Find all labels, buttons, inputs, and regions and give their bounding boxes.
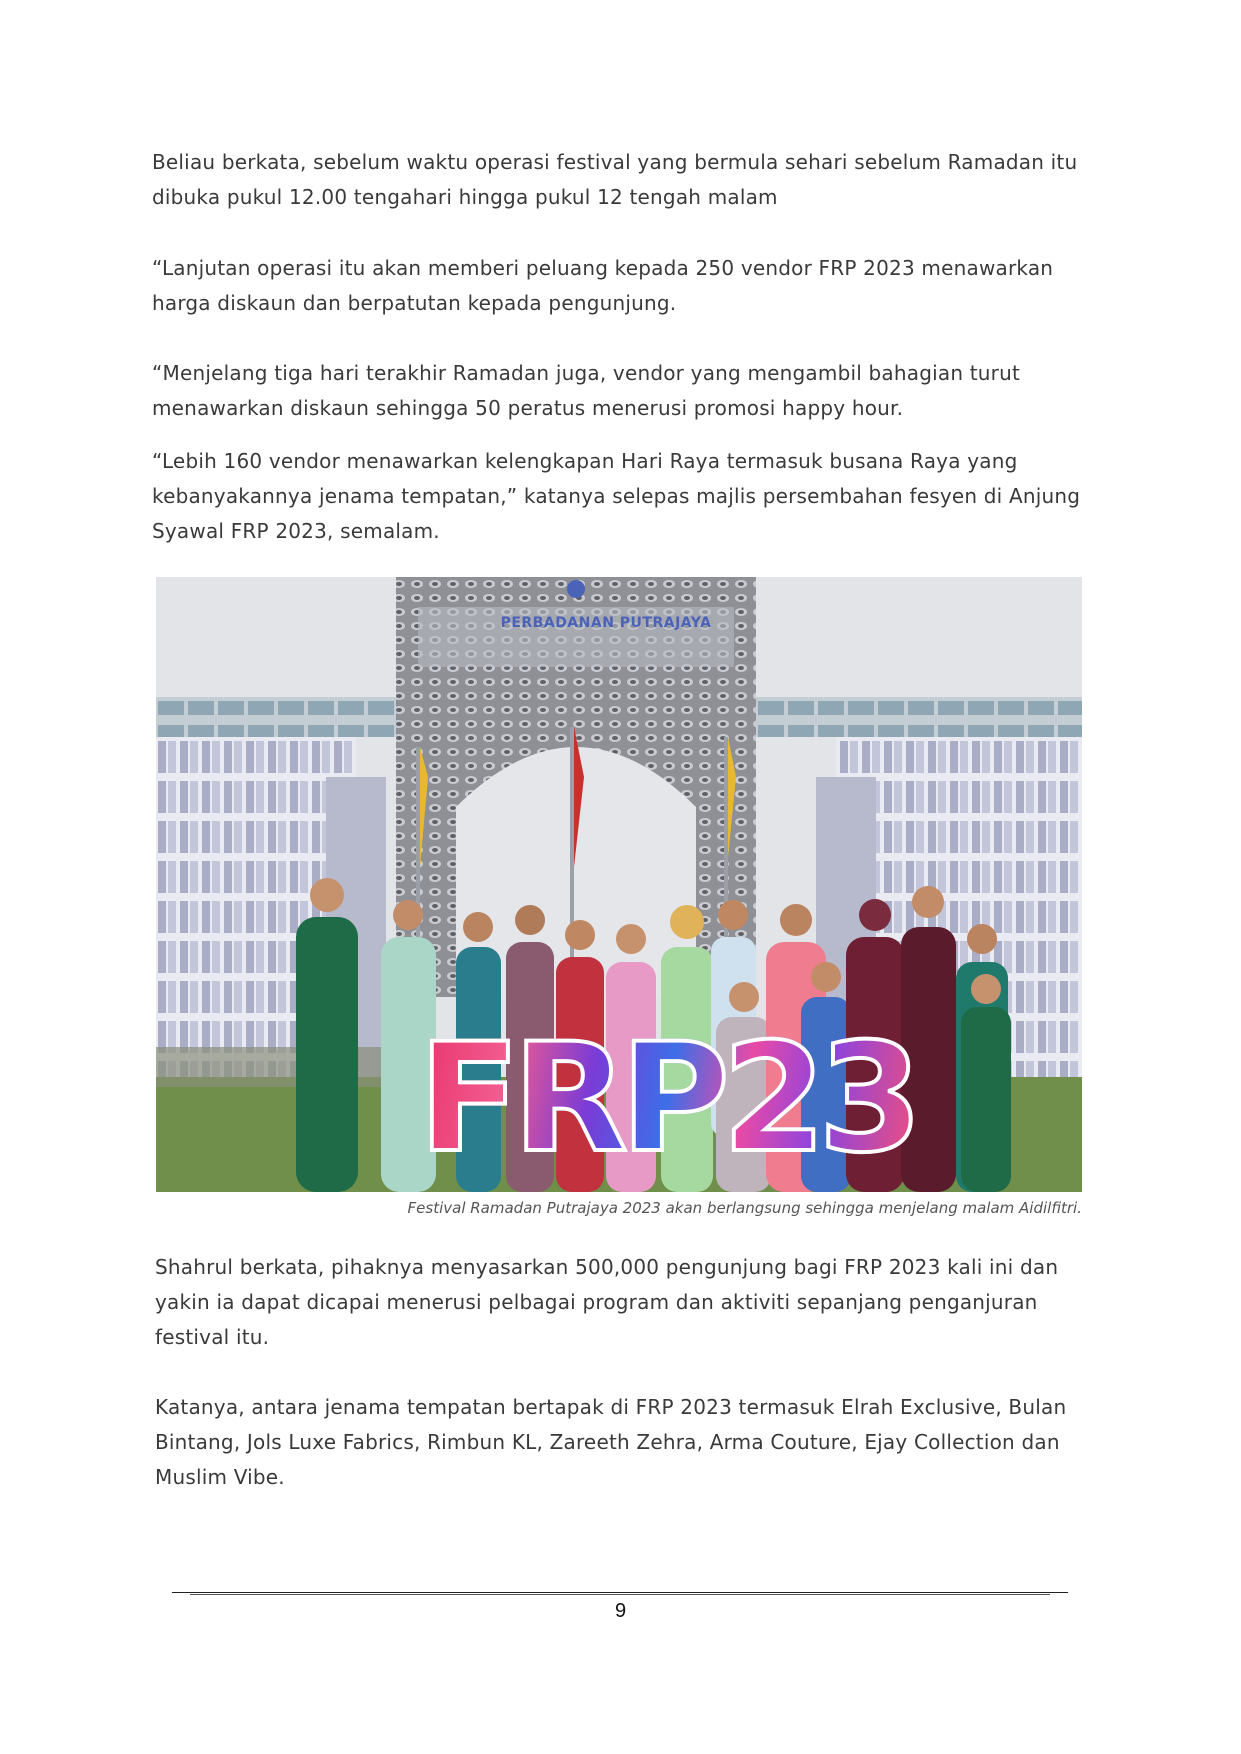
footer-divider bbox=[172, 1592, 1068, 1593]
article-paragraph-6: Katanya, antara jenama tempatan bertapak di FRP 2023 termasuk Elrah Exclusive, Bulan Bintang, Jols Luxe Fabrics, Rimbun KL, Zareeth Zehra, Arma Couture, Ejay Collection dan Muslim Vibe. bbox=[155, 1395, 1067, 1489]
photo-caption: Festival Ramadan Putrajaya 2023 akan berlangsung sehingga menjelang malam Aidilfitri. bbox=[407, 1199, 1082, 1217]
building-sign: PERBADANAN PUTRAJAYA bbox=[500, 615, 712, 631]
article-paragraph-5: Shahrul berkata, pihaknya menyasarkan 500,000 pengunjung bagi FRP 2023 kali ini dan yakin ia dapat dicapai menerusi pelbagai program dan aktiviti sepanjang penganjuran festival itu. bbox=[155, 1255, 1059, 1349]
article-paragraph-4: “Lebih 160 vendor menawarkan kelengkapan Hari Raya termasuk busana Raya yang kebanyakannya jenama tempatan,” katanya selepas majlis persembahan fesyen di Anjung Syawal FRP 2023, semalam. bbox=[152, 449, 1081, 543]
article-photo bbox=[156, 577, 1082, 1192]
page-number: 9 bbox=[614, 1600, 627, 1622]
article-paragraph-1: Beliau berkata, sebelum waktu operasi festival yang bermula sehari sebelum Ramadan itu dibuka pukul 12.00 tengahari hingga pukul 12 tengah malam bbox=[152, 150, 1078, 209]
footer-divider-inner bbox=[190, 1594, 1050, 1595]
article-paragraph-2: “Lanjutan operasi itu akan memberi peluang kepada 250 vendor FRP 2023 menawarkan harga diskaun dan berpatutan kepada pengunjung. bbox=[152, 256, 1054, 315]
article-paragraph-3: “Menjelang tiga hari terakhir Ramadan juga, vendor yang mengambil bahagian turut menawarkan diskaun sehingga 50 peratus menerusi promosi happy hour. bbox=[152, 361, 1021, 420]
frp23-display-letters: FRP23 bbox=[418, 1012, 915, 1186]
